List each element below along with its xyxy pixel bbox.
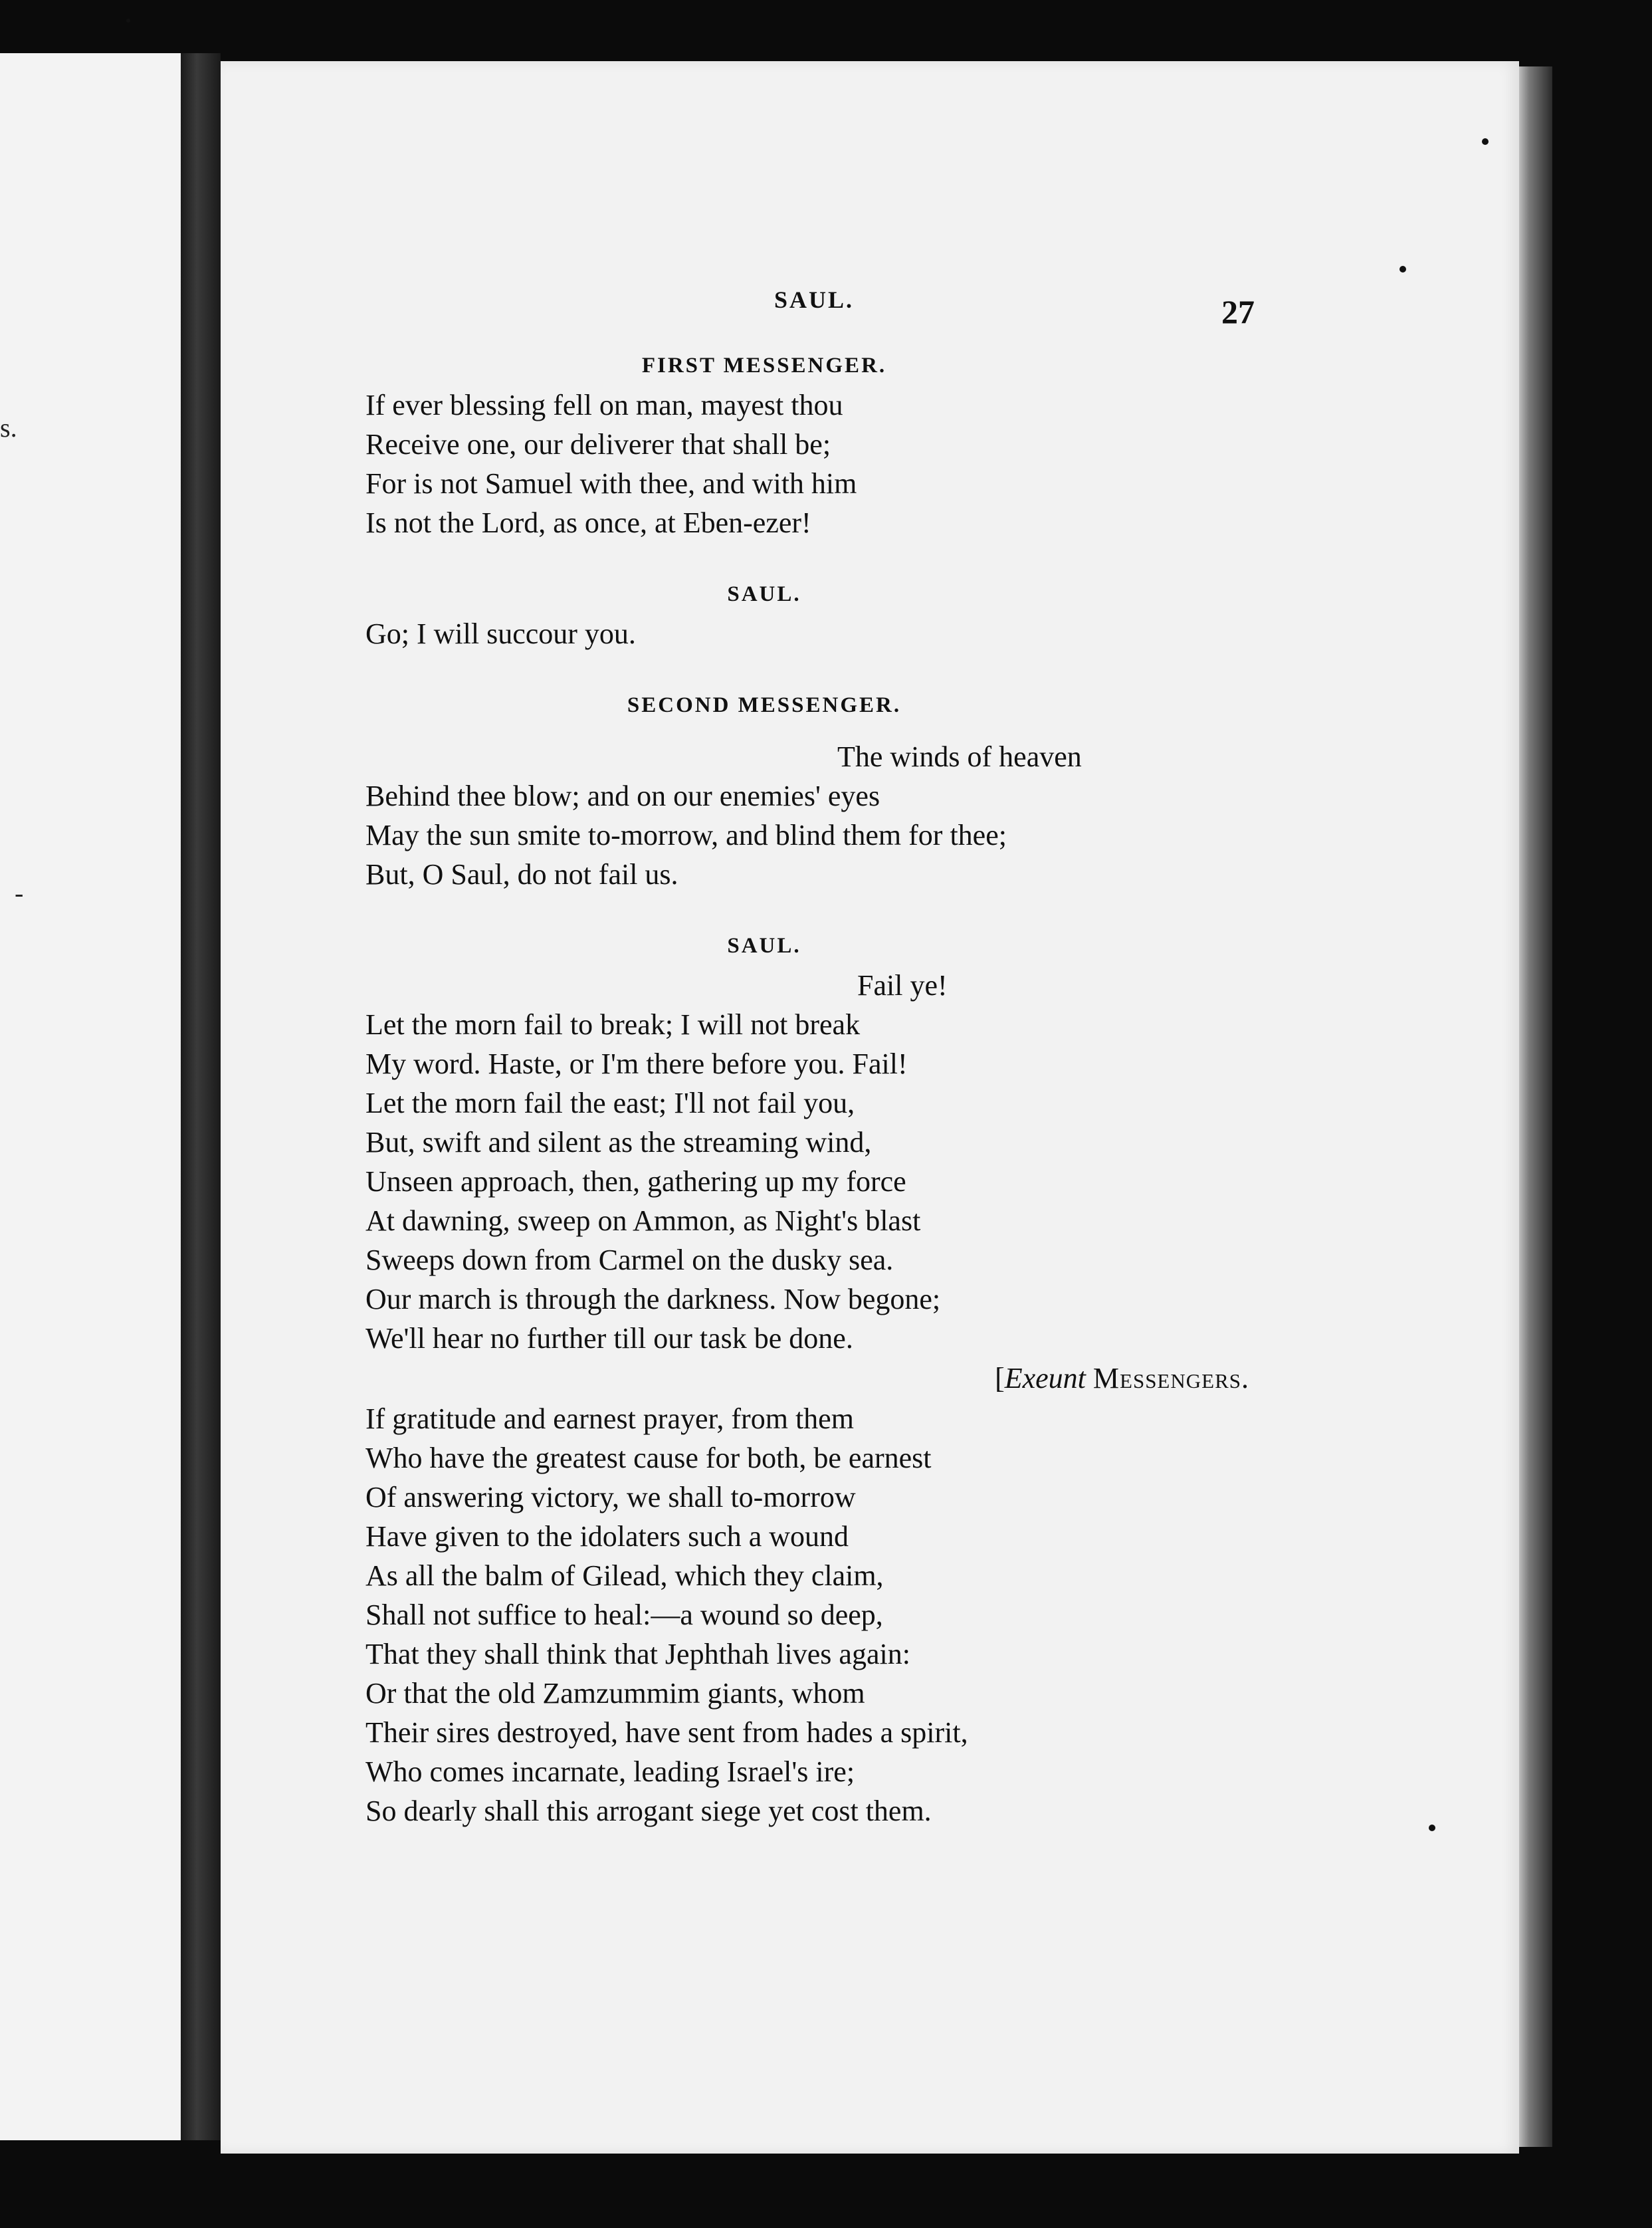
- speaker-label: SAUL.: [727, 582, 801, 606]
- verse-line: Receive one, our deliverer that shall be;: [365, 428, 831, 461]
- verse-line: Who have the greatest cause for both, be earnest: [365, 1442, 932, 1474]
- verse-line: For is not Samuel with thee, and with him: [365, 467, 857, 500]
- verse-line: Let the morn fail the east; I'll not fail you,: [365, 1087, 855, 1119]
- verse-line: Unseen approach, then, gathering up my force: [365, 1165, 906, 1198]
- stage-exeunt: Exeunt: [1004, 1362, 1086, 1394]
- left-page-mark: s.: [0, 413, 17, 443]
- verse-line: Or that the old Zamzummim giants, whom: [365, 1677, 865, 1710]
- verse-line: Is not the Lord, as once, at Eben-ezer!: [365, 506, 811, 539]
- verse-line: Behind thee blow; and on our enemies' eyes: [365, 780, 880, 812]
- ink-speck: [1429, 1825, 1435, 1831]
- stage-bracket: [: [995, 1362, 1005, 1394]
- verse-line: Sweeps down from Carmel on the dusky sea.: [365, 1244, 894, 1276]
- play-text: [365, 346, 1296, 1831]
- verse-line: Fail ye!: [857, 969, 948, 1002]
- speaker-label: FIRST MESSENGER.: [641, 354, 887, 378]
- verse-line: My word. Haste, or I'm there before you. Fail!: [365, 1048, 908, 1080]
- page-number: 27: [1221, 293, 1255, 330]
- verse-line: Have given to the idolaters such a wound: [365, 1520, 849, 1553]
- ink-speck: [1399, 266, 1406, 273]
- stage-direction: [365, 1358, 1249, 1399]
- ink-speck: [126, 19, 130, 23]
- left-facing-page: [0, 53, 185, 2140]
- speaker-label: SAUL.: [727, 934, 801, 958]
- verse-line: As all the balm of Gilead, which they claim,: [365, 1559, 884, 1592]
- verse-line: But, swift and silent as the streaming wind,: [365, 1126, 872, 1159]
- verse-line: Let the morn fail to break; I will not break: [365, 1008, 861, 1041]
- left-page-mark: -: [15, 878, 24, 908]
- verse-line: The winds of heaven: [837, 740, 1082, 773]
- verse-line: That they shall think that Jephthah lives again:: [365, 1638, 910, 1670]
- verse-line: Who comes incarnate, leading Israel's ire;: [365, 1755, 855, 1788]
- verse-line: We'll hear no further till our task be done.: [365, 1322, 853, 1355]
- verse-line: Go; I will succour you.: [365, 617, 636, 650]
- book-gutter: [181, 53, 221, 2140]
- ink-speck: [1482, 138, 1489, 145]
- speaker-label: SECOND MESSENGER.: [627, 693, 902, 717]
- verse-line: If gratitude and earnest prayer, from them: [365, 1402, 854, 1435]
- page-edge: [1519, 66, 1552, 2147]
- verse-line: If ever blessing fell on man, mayest thou: [365, 389, 843, 421]
- verse-line: So dearly shall this arrogant siege yet cost them.: [365, 1795, 932, 1827]
- stage-messengers: Messengers.: [1092, 1362, 1249, 1394]
- verse-line: Of answering victory, we shall to-morrow: [365, 1481, 856, 1513]
- verse-line: Our march is through the darkness. Now begone;: [365, 1283, 941, 1315]
- verse-line: At dawning, sweep on Ammon, as Night's blast: [365, 1204, 921, 1237]
- running-head: SAUL.: [774, 286, 855, 313]
- verse-line: Shall not suffice to heal:—a wound so deep,: [365, 1599, 883, 1631]
- verse-line: But, O Saul, do not fail us.: [365, 858, 678, 891]
- verse-line: Their sires destroyed, have sent from hades a spirit,: [365, 1716, 968, 1749]
- verse-line: May the sun smite to-morrow, and blind them for thee;: [365, 819, 1007, 851]
